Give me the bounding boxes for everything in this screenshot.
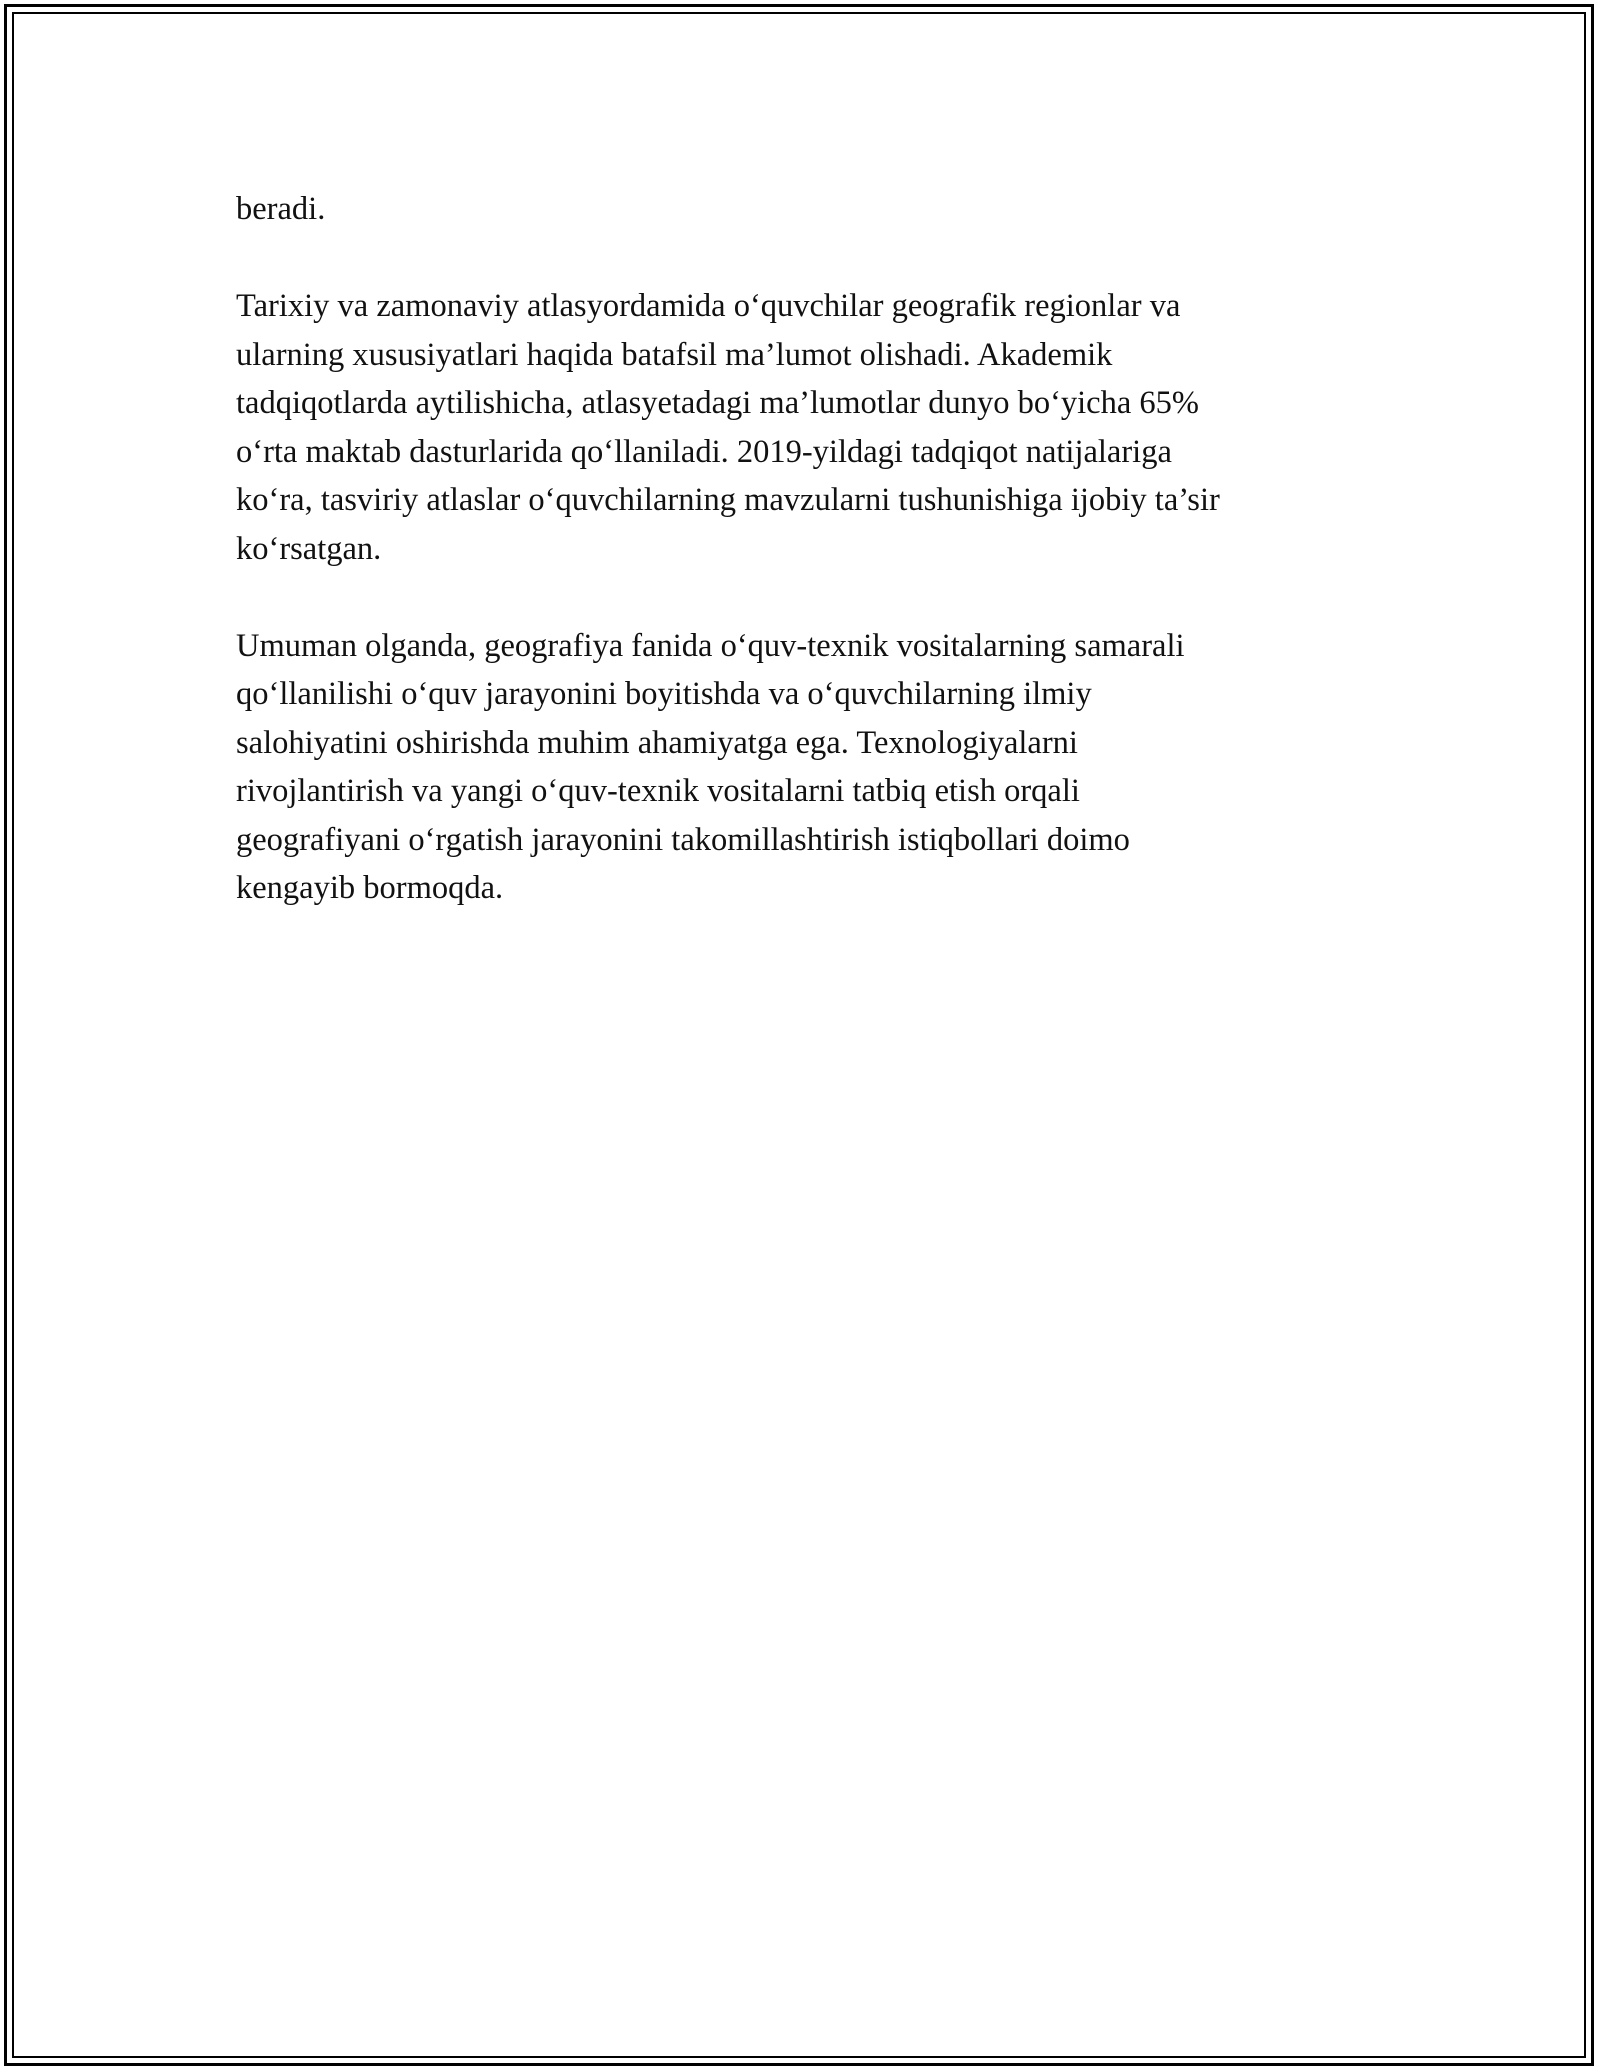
text-line: salohiyatini oshirishda muhim ahamiyatga ega. Texnologiyalarni	[236, 724, 1078, 761]
text-line: Umuman olganda, geografiya fanida o‘quv-texnik vositalarning samarali	[236, 627, 1185, 664]
text-line: ko‘ra, tasviriy atlaslar o‘quvchilarning mavzularni tushunishiga ijobiy ta’sir	[236, 482, 1220, 518]
text-line: qo‘llanilishi o‘quv jarayonini boyitishda va o‘quvchilarning ilmiy	[236, 676, 1092, 712]
text-line: ko‘rsatgan.	[236, 530, 382, 567]
text-line: o‘rta maktab dasturlarida qo‘llaniladi. 2019-yildagi tadqiqot natijalariga	[236, 433, 1172, 470]
paragraph-continuation	[236, 185, 1366, 234]
text-line: ularning xususiyatlari haqida batafsil ma’lumot olishadi. Akademik	[236, 336, 1113, 373]
text-line: Tarixiy va zamonaviy atlasyordamida o‘quvchilar geografik regionlar va	[236, 288, 1181, 324]
text-line: kengayib bormoqda.	[236, 870, 504, 906]
paragraph-atlas-research	[236, 282, 1366, 573]
paragraph-gap	[236, 573, 1366, 622]
paragraph-gap	[236, 234, 1366, 283]
text-line: rivojlantirish va yangi o‘quv-texnik vositalarni tatbiq etish orqali	[236, 773, 1080, 809]
text-line: geografiyani o‘rgatish jarayonini takomillashtirish istiqbollari doimo	[236, 821, 1130, 858]
paragraph-conclusion	[236, 622, 1366, 913]
text-line: beradi.	[236, 191, 326, 227]
document-body	[236, 185, 1366, 913]
text-line: tadqiqotlarda aytilishicha, atlasyetadagi ma’lumotlar dunyo bo‘yicha 65%	[236, 385, 1199, 421]
